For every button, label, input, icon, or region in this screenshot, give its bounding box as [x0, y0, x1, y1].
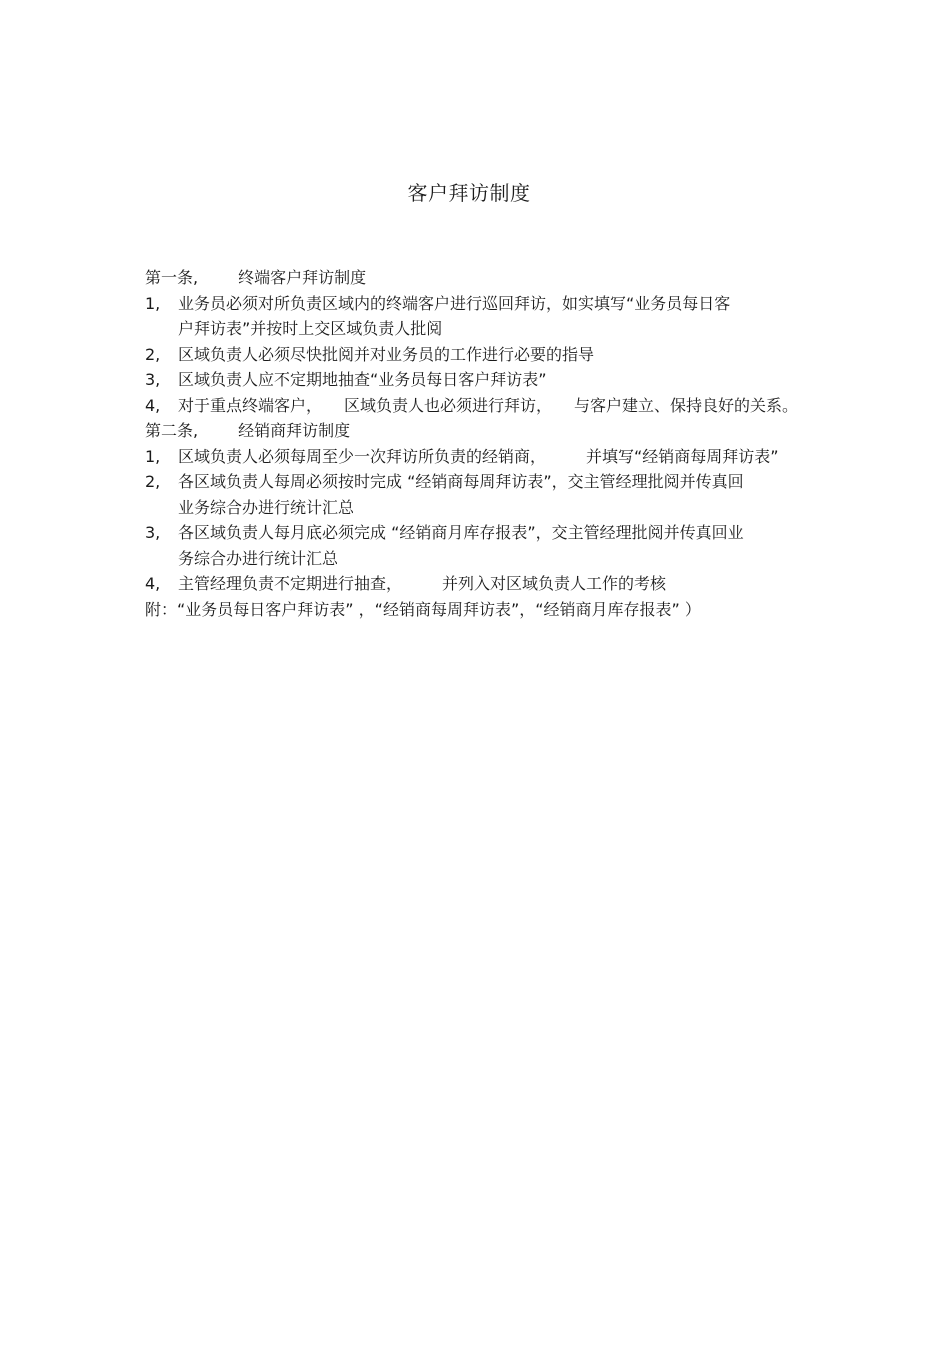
article-1-item-2 — [145, 342, 850, 368]
article-1-title: 终端客户拜访制度 — [238, 268, 367, 287]
article-1-item-3 — [145, 367, 850, 393]
article-2-item-4 — [145, 571, 850, 597]
item-text-line: 区域负责人应不定期地抽查“业务员每日客户拜访表” — [178, 370, 547, 389]
item-text-part: 区域负责人也必须进行拜访， — [344, 395, 553, 415]
item-text-part: 并填写“经销商每周拜访表” — [586, 446, 779, 466]
article-2-item-1 — [145, 444, 850, 470]
document-body — [145, 265, 850, 622]
article-2-title: 经销商拜访制度 — [238, 421, 351, 440]
item-text-line: 各区域负责人每周必须按时完成 “经销商每周拜访表”，交主管经理批阅并传真回 — [178, 472, 744, 491]
item-number: 4, — [145, 574, 161, 593]
document-title: 客户拜访制度 — [407, 181, 531, 205]
item-text-part: 对于重点终端客户， — [178, 395, 323, 415]
item-number: 1, — [145, 293, 161, 313]
item-text-line: 务综合办进行统计汇总 — [178, 548, 339, 568]
item-number: 1, — [145, 446, 161, 466]
item-number: 4, — [145, 395, 161, 415]
article-1-item-4 — [145, 393, 850, 419]
item-text-line: 业务员必须对所负责区域内的终端客户进行巡回拜访，如实填写“业务员每日客 — [178, 293, 731, 313]
appendix-line: 附：“业务员每日客户拜访表” ，“经销商每周拜访表”，“经销商月库存报表” ） — [145, 599, 701, 619]
item-number: 3, — [145, 523, 161, 542]
article-2-item-3 — [145, 520, 850, 571]
article-2-heading — [145, 418, 850, 444]
item-number: 3, — [145, 370, 161, 389]
item-number: 2, — [145, 344, 161, 364]
item-text-line: 区域负责人必须尽快批阅并对业务员的工作进行必要的指导 — [178, 344, 595, 364]
item-text-part: 区域负责人必须每周至少一次拜访所负责的经销商， — [178, 446, 547, 466]
item-text-line: 各区域负责人每月底必须完成 “经销商月库存报表”，交主管经理批阅并传真回业 — [178, 523, 744, 542]
article-1-label: 第一条, — [145, 268, 199, 287]
article-1-item-1 — [145, 291, 850, 342]
article-2-label: 第二条, — [145, 421, 199, 440]
item-text-part: 并列入对区域负责人工作的考核 — [442, 574, 667, 593]
item-text-part: 与客户建立、保持良好的关系。 — [574, 395, 799, 415]
item-text-line: 业务综合办进行统计汇总 — [178, 497, 355, 517]
article-1-heading — [145, 265, 850, 291]
item-number: 2, — [145, 472, 161, 491]
article-2-item-2 — [145, 469, 850, 520]
item-text-line: 户拜访表”并按时上交区域负责人批阅 — [178, 319, 443, 338]
item-text-part: 主管经理负责不定期进行抽查， — [178, 574, 403, 593]
